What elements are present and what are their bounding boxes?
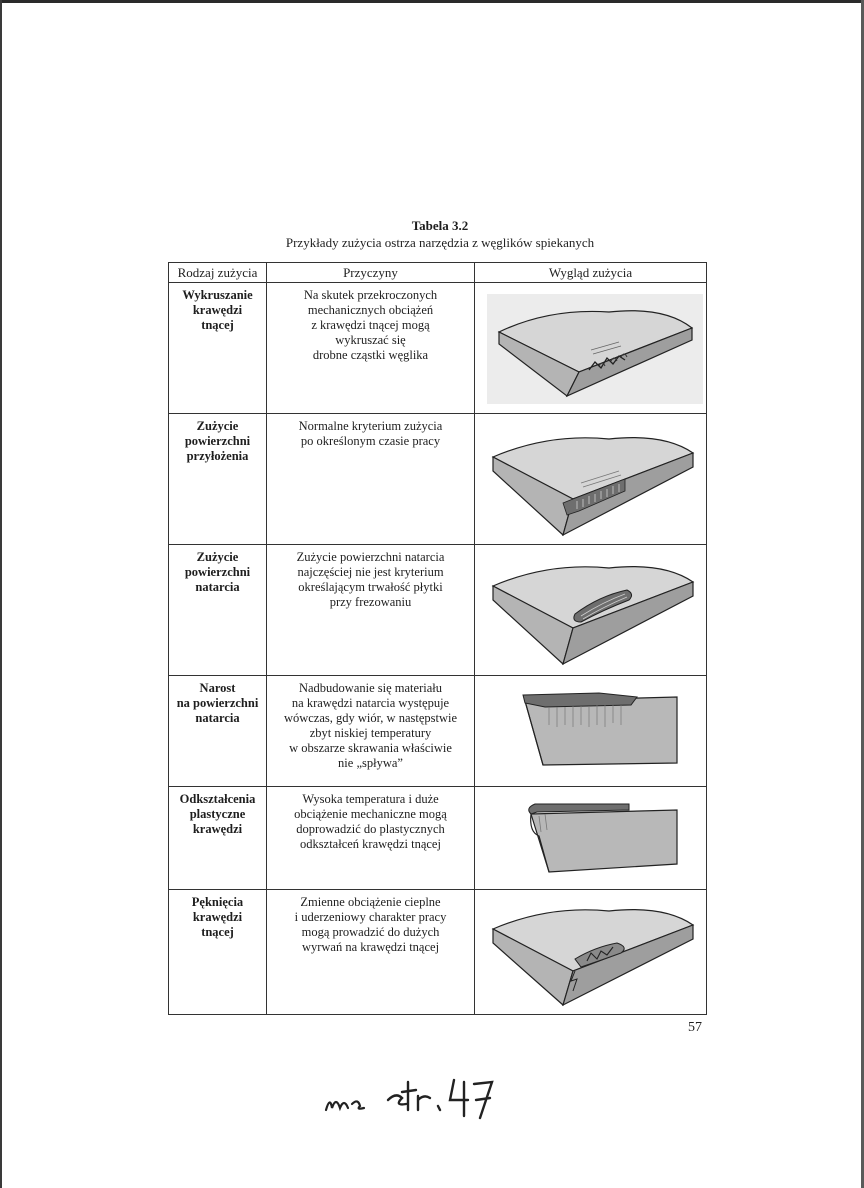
cause-line: Nadbudowanie się materiału [298,681,442,695]
cause-line: na krawędzi natarcia występuje [291,696,450,710]
wear-type-line: krawędzi [192,822,243,836]
cause-cell [267,676,475,787]
table-header-row [169,263,707,283]
wear-type-line: Narost [199,681,236,695]
wear-type-line: Zużycie [196,550,239,564]
table-row [169,890,707,1015]
cause-line: i uderzeniowy charakter pracy [294,910,447,924]
cause-cell [267,545,475,676]
cause-line: odkształceń krawędzi tnącej [300,837,441,851]
cause-line: drobne cząstki węglika [312,348,429,362]
table-row [169,787,707,890]
cause-line: obciążenie mechaniczne mogą [294,807,447,821]
appearance-cell [475,890,707,1015]
header-wear-type: Rodzaj zużycia [169,263,267,283]
cause-line: Zmienne obciążenie cieplne [300,895,441,909]
wear-type-cell [169,787,267,890]
wear-type-line: Zużycie [196,419,239,433]
cause-line: Na skutek przekroczonych [303,288,438,302]
cause-line: mogą prowadzić do dużych [301,925,440,939]
wear-type-line: Odkształcenia [179,792,256,806]
handwritten-note-signature [322,1060,522,1130]
wear-type-line: tnącej [201,318,234,332]
plastic-deformation-illustration [479,792,711,889]
wear-type-line: krawędzi [192,910,243,924]
edge-cracking-illustration [479,895,711,1014]
wear-type-line: powierzchni [184,565,251,579]
wear-type-line: tnącej [201,925,234,939]
cause-cell [267,787,475,890]
cause-line: wyrwań na krawędzi tnącej [301,940,440,954]
wear-type-line: przyłożenia [186,449,249,463]
cause-line: określającym trwałość płytki [298,580,443,594]
cause-line: wówczas, gdy wiór, w następstwie [283,711,458,725]
wear-type-cell [169,414,267,545]
scan-edge-left [0,0,2,1188]
cause-line: po określonym czasie pracy [300,434,441,448]
cause-line: Wysoka temperatura i duże [302,792,439,806]
appearance-cell [475,283,707,414]
header-causes: Przyczyny [267,263,475,283]
cause-line: Zużycie powierzchni natarcia [296,550,445,564]
appearance-cell [475,414,707,545]
appearance-cell [475,787,707,890]
edge-chipping-illustration [479,288,711,413]
appearance-cell [475,545,707,676]
wear-type-line: Wykruszanie [182,288,253,302]
cause-line: zbyt niskiej temperatury [309,726,432,740]
wear-type-line: natarcia [195,580,240,594]
wear-type-cell [169,545,267,676]
wear-table [168,262,707,1015]
wear-type-cell [169,890,267,1015]
wear-type-line: krawędzi [192,303,243,317]
cause-line: najczęściej nie jest kryterium [297,565,444,579]
wear-type-cell [169,676,267,787]
scan-edge-top [0,0,864,3]
cause-cell [267,414,475,545]
table-title: Tabela 3.2 [411,218,469,233]
flank-wear-illustration [479,419,711,544]
wear-type-line: na powierzchni [176,696,259,710]
table-caption: Przykłady zużycia ostrza narzędzia z węglików spiekanych [285,235,595,250]
table-row [169,414,707,545]
cause-cell [267,890,475,1015]
cause-line: wykruszać się [335,333,406,347]
wear-type-line: Pęknięcia [191,895,244,909]
cause-line: z krawędzi tnącej mogą [311,318,430,332]
cause-line: doprowadzić do plastycznych [296,822,445,836]
header-appearance: Wygląd zużycia [475,263,707,283]
cause-line: w obszarze skrawania właściwie [289,741,452,755]
wear-type-line: powierzchni [184,434,251,448]
crater-wear-illustration [479,550,711,675]
page-number: 57 [688,1020,702,1035]
cause-line: nie „spływa” [338,756,403,770]
cause-line: mechanicznych obciążeń [307,303,434,317]
wear-type-line: plastyczne [189,807,246,821]
cause-line: przy frezowaniu [329,595,412,609]
table-row [169,283,707,414]
appearance-cell [475,676,707,787]
built-up-edge-illustration [479,681,711,786]
table-row [169,676,707,787]
wear-type-cell [169,283,267,414]
wear-type-line: natarcia [195,711,240,725]
cause-line: Normalne kryterium zużycia [298,419,443,433]
table-row [169,545,707,676]
cause-cell [267,283,475,414]
